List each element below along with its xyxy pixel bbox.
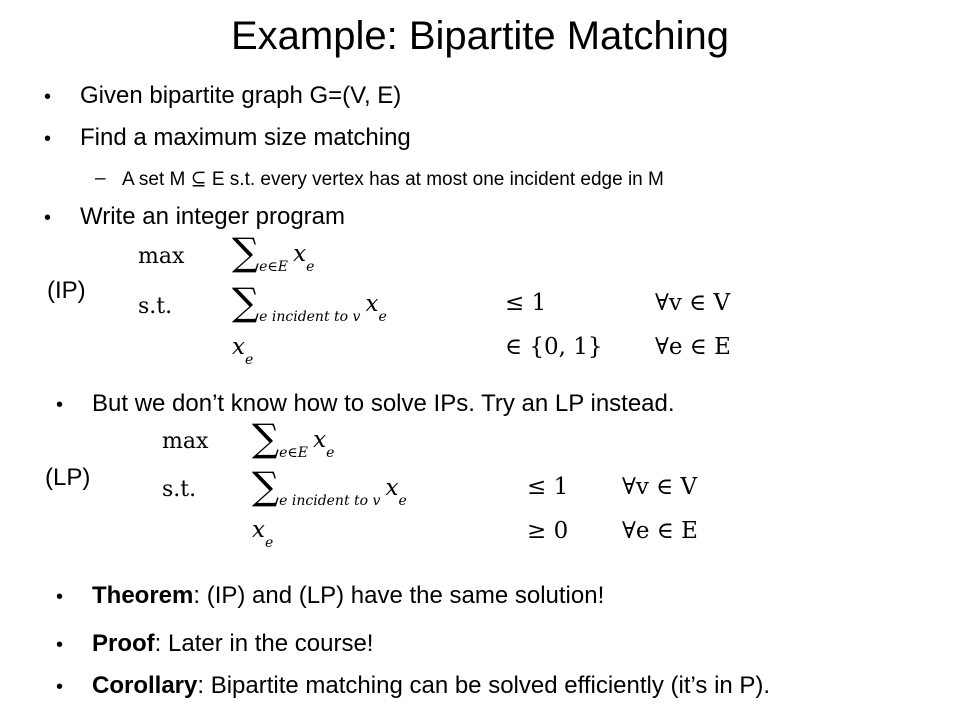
theorem-text: : (IP) and (LP) have the same solution! xyxy=(193,582,605,609)
proof-text: : Later in the course! xyxy=(154,630,374,657)
sub-bullet-pre: A set M xyxy=(122,169,186,190)
ip-c1-var-sub: e xyxy=(378,309,387,325)
ip-c2-var-sub: e xyxy=(244,352,254,368)
lp-c2-var: x xyxy=(252,517,265,543)
lp-constraint-2-quant: ∀e ∈ E xyxy=(622,518,698,544)
lp-constraint-2-rel: ≥ 0 xyxy=(527,518,569,544)
sub-bullet-post: E s.t. every vertex has at most one incident edge in M xyxy=(211,169,664,190)
bullet-dot: • xyxy=(44,86,52,108)
ip-constraint-2-rel: ∈ {0, 1} xyxy=(505,334,603,360)
bullet-dot: • xyxy=(56,676,64,698)
bullet-dot: • xyxy=(44,128,52,150)
subset-symbol: ⊆ xyxy=(190,168,207,190)
lp-constraint-1-lhs xyxy=(252,464,407,509)
lp-label: (LP) xyxy=(45,464,91,491)
bullet-dot: • xyxy=(56,586,64,608)
corollary-text: : Bipartite matching can be solved efficiently (it’s in P). xyxy=(197,672,771,699)
sub-bullet-definition xyxy=(122,168,664,191)
lp-c1-sum-symbol: ∑ xyxy=(252,464,280,508)
lp-constraint-2-lhs xyxy=(252,517,273,551)
lp-objective xyxy=(252,416,334,461)
lp-c1-sum-subscript: e incident to v xyxy=(279,493,381,509)
bullet-try-lp: But we don’t know how to solve IPs. Try an LP instead. xyxy=(92,390,675,417)
slide-title: Example: Bipartite Matching xyxy=(230,14,729,58)
ip-max: max xyxy=(138,244,185,269)
ip-objective xyxy=(232,230,314,275)
proof-label: Proof xyxy=(92,630,155,657)
lp-constraint-1-quant: ∀v ∈ V xyxy=(622,474,698,500)
ip-c1-sum-subscript: e incident to v xyxy=(259,309,361,325)
ip-obj-var: x xyxy=(293,241,307,267)
lp-max: max xyxy=(162,429,209,454)
ip-c1-var: x xyxy=(365,291,379,317)
ip-label: (IP) xyxy=(47,277,86,304)
bullet-write-ip: Write an integer program xyxy=(80,203,346,230)
bullet-dot: • xyxy=(56,634,64,656)
bullet-dot: • xyxy=(56,394,64,416)
bullet-given-graph: Given bipartite graph G=(V, E) xyxy=(80,82,402,109)
lp-obj-var: x xyxy=(313,427,327,453)
ip-c2-var: x xyxy=(232,334,245,360)
ip-constraint-1-quant: ∀v ∈ V xyxy=(655,290,731,316)
ip-constraint-1-lhs xyxy=(232,280,387,325)
lp-sum-subscript: e∈E xyxy=(279,445,309,461)
ip-st: s.t. xyxy=(138,294,173,319)
lp-obj-var-sub: e xyxy=(326,445,335,461)
bullet-dot: • xyxy=(44,207,52,229)
ip-obj-var-sub: e xyxy=(306,259,315,275)
ip-c1-sum-symbol: ∑ xyxy=(232,280,260,324)
lp-c1-var-sub: e xyxy=(398,493,407,509)
lp-constraint-1-rel: ≤ 1 xyxy=(527,474,569,500)
sub-bullet-dash: – xyxy=(95,168,106,189)
ip-constraint-2-lhs xyxy=(232,334,253,368)
bullet-theorem xyxy=(92,582,604,610)
bullet-corollary xyxy=(92,672,770,700)
ip-constraint-2-quant: ∀e ∈ E xyxy=(655,334,731,360)
lp-c2-var-sub: e xyxy=(264,535,274,551)
lp-c1-var: x xyxy=(385,475,399,501)
corollary-label: Corollary xyxy=(92,672,198,699)
bullet-find-matching: Find a maximum size matching xyxy=(80,124,411,151)
lp-st: s.t. xyxy=(162,477,197,502)
ip-sum-symbol: ∑ xyxy=(232,230,260,274)
lp-sum-symbol: ∑ xyxy=(252,416,280,460)
ip-sum-subscript: e∈E xyxy=(259,259,289,275)
theorem-label: Theorem xyxy=(92,582,194,609)
ip-constraint-1-rel: ≤ 1 xyxy=(505,290,547,316)
bullet-proof xyxy=(92,630,373,658)
